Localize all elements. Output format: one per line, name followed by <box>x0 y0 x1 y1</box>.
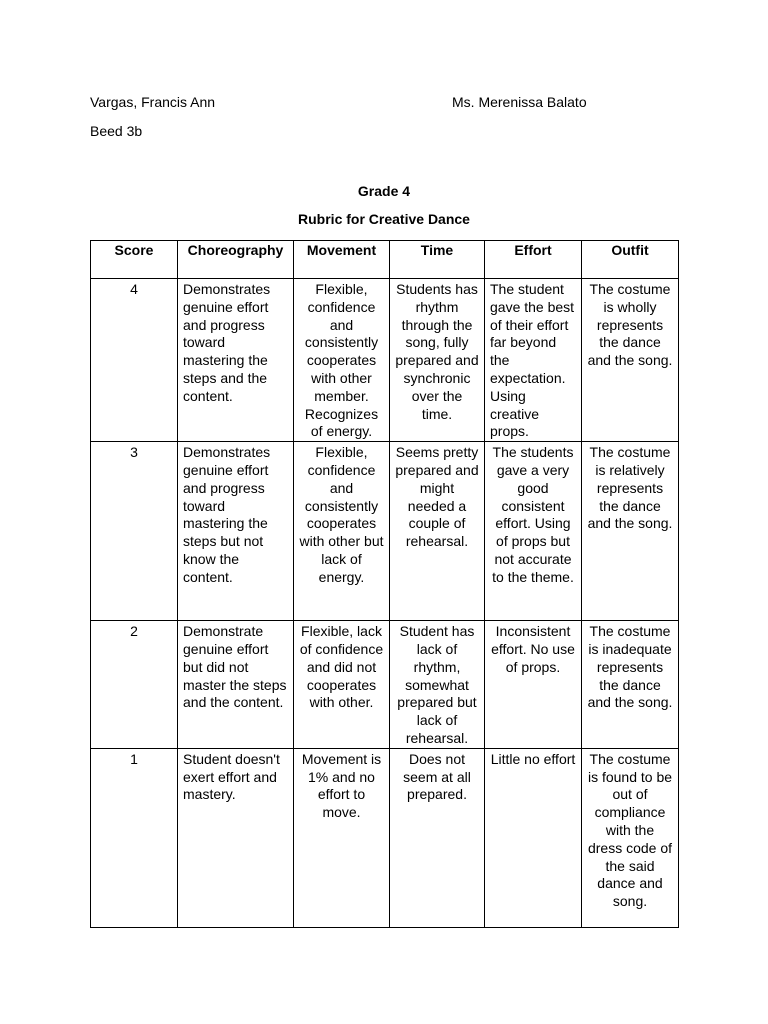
choreography-cell: Demonstrates genuine effort and progress toward mastering the steps but not know the content. <box>178 442 294 621</box>
choreography-cell: Demonstrate genuine effort but did not master the steps and the content. <box>178 621 294 749</box>
table-header-row <box>91 241 679 279</box>
score-cell: 3 <box>91 442 178 621</box>
teacher-name: Ms. Merenissa Balato <box>452 94 587 110</box>
movement-cell: Flexible, lack of confidence and did not cooperates with other. <box>294 621 390 749</box>
column-header-outfit: Outfit <box>582 241 679 279</box>
outfit-cell: The costume is inadequate represents the dance and the song. <box>582 621 679 749</box>
rubric-table <box>90 240 679 928</box>
time-cell: Student has lack of rhythm, somewhat prepared but lack of rehearsal. <box>390 621 485 749</box>
column-header-effort: Effort <box>485 241 582 279</box>
column-header-score: Score <box>91 241 178 279</box>
grade-title: Grade 4 <box>357 183 411 199</box>
table-row <box>91 279 679 442</box>
choreography-cell: Student doesn't exert effort and mastery. <box>178 748 294 927</box>
choreography-cell: Demonstrates genuine effort and progress toward mastering the steps and the content. <box>178 279 294 442</box>
score-cell: 2 <box>91 621 178 749</box>
student-name: Vargas, Francis Ann <box>90 94 216 110</box>
outfit-cell: The costume is found to be out of compliance with the dress code of the said dance and song. <box>582 748 679 927</box>
time-cell: Seems pretty prepared and might needed a couple of rehearsal. <box>390 442 485 621</box>
class-section: Beed 3b <box>90 123 143 139</box>
movement-cell: Movement is 1% and no effort to move. <box>294 748 390 927</box>
column-header-choreography: Choreography <box>178 241 294 279</box>
movement-cell: Flexible, confidence and consistently cooperates with other but lack of energy. <box>294 442 390 621</box>
time-cell: Students has rhythm through the song, fully prepared and synchronic over the time. <box>390 279 485 442</box>
outfit-cell: The costume is wholly represents the dance and the song. <box>582 279 679 442</box>
score-cell: 4 <box>91 279 178 442</box>
table-row <box>91 748 679 927</box>
rubric-title: Rubric for Creative Dance <box>298 211 470 227</box>
table-row <box>91 442 679 621</box>
effort-cell: Little no effort <box>485 748 582 927</box>
column-header-movement: Movement <box>294 241 390 279</box>
outfit-cell: The costume is relatively represents the dance and the song. <box>582 442 679 621</box>
effort-cell: The students gave a very good consistent effort. Using of props but not accurate to the theme. <box>485 442 582 621</box>
effort-cell: The student gave the best of their effort far beyond the expectation. Using creative props. <box>485 279 582 442</box>
column-header-time: Time <box>390 241 485 279</box>
time-cell: Does not seem at all prepared. <box>390 748 485 927</box>
table-row <box>91 621 679 749</box>
effort-cell: Inconsistent effort. No use of props. <box>485 621 582 749</box>
movement-cell: Flexible, confidence and consistently cooperates with other member. Recognizes of energy. <box>294 279 390 442</box>
score-cell: 1 <box>91 748 178 927</box>
